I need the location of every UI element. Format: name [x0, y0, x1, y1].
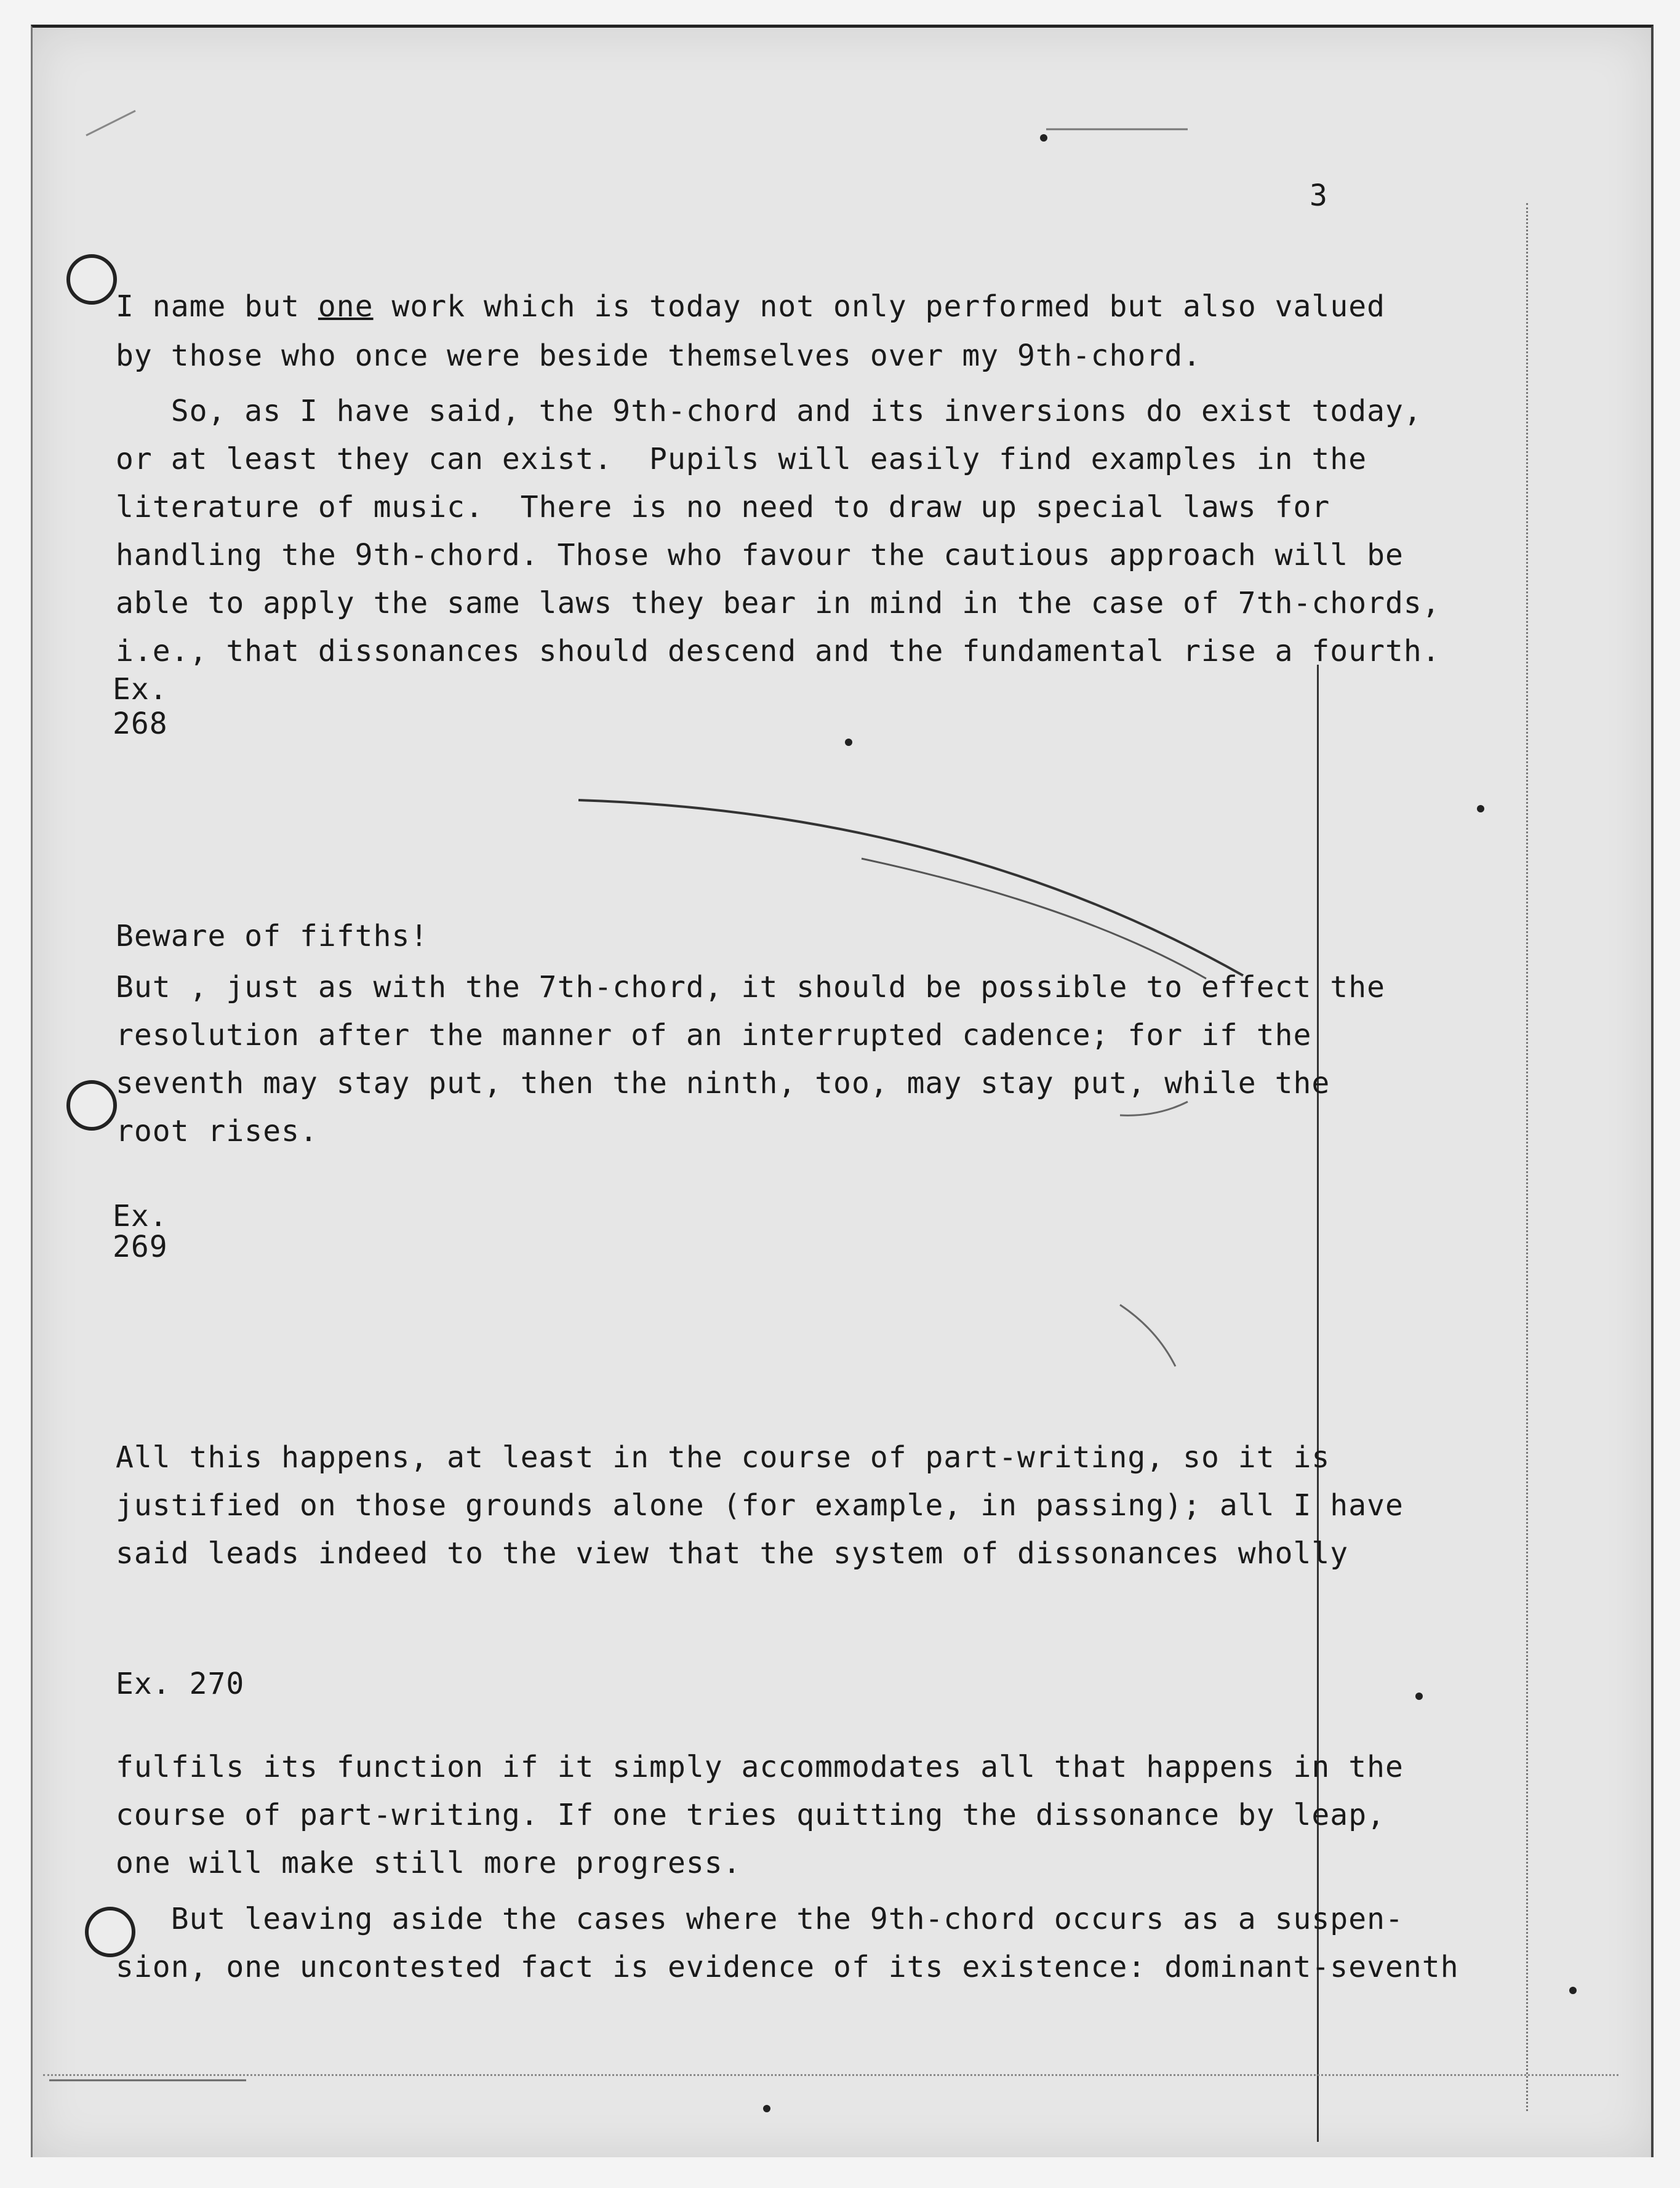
paragraph-2-line: i.e., that dissonances should descend and the fundamental rise a fourth. — [116, 634, 1441, 668]
page-number: 3 — [1310, 178, 1328, 213]
text-run: work which is today not only performed but also valued — [373, 289, 1386, 324]
example-270-label: Ex. 270 — [116, 1667, 245, 1701]
paragraph-3-line: seventh may stay put, then the ninth, too, may stay put, while the — [116, 1066, 1330, 1100]
paragraph-3-line: root rises. — [116, 1114, 318, 1148]
paragraph-4-line: justified on those grounds alone (for example, in passing); all I have — [116, 1488, 1404, 1523]
example-number: 268 — [113, 707, 168, 741]
paragraph-4-line: All this happens, at least in the course of part-writing, so it is — [116, 1440, 1330, 1475]
scan-speck — [1477, 805, 1484, 812]
paragraph-2-line: handling the 9th-chord. Those who favour the cautious approach will be — [116, 538, 1404, 572]
paragraph-1-line-2: by those who once were beside themselves over my 9th-chord. — [116, 339, 1202, 373]
paragraph-5-line: But leaving aside the cases where the 9th-chord occurs as a suspen- — [116, 1902, 1404, 1936]
paragraph-3-line: resolution after the manner of an interrupted cadence; for if the — [116, 1018, 1312, 1052]
paragraph-2-line: So, as I have said, the 9th-chord and its inversions do exist today, — [116, 394, 1422, 428]
scan-speck — [763, 2105, 770, 2112]
example-label: Ex. — [113, 1199, 168, 1233]
scan-speck — [845, 739, 852, 746]
example-number: 269 — [113, 1230, 168, 1264]
text-run: I name but — [116, 289, 318, 324]
scan-speck — [1415, 1693, 1423, 1700]
paragraph-2-line: or at least they can exist. Pupils will easily find examples in the — [116, 442, 1367, 476]
example-label: Ex. — [113, 672, 168, 707]
paragraph-5-line: sion, one uncontested fact is evidence of its existence: dominant-seventh — [116, 1950, 1459, 1984]
paragraph-1-line-1 — [116, 289, 1385, 324]
paragraph-2-line: literature of music. There is no need to draw up special laws for — [116, 490, 1330, 524]
paragraph-2-line: able to apply the same laws they bear in mind in the case of 7th-chords, — [116, 586, 1441, 620]
paragraph-5-line: one will make still more progress. — [116, 1846, 742, 1880]
underlined-word: one — [318, 289, 374, 324]
paragraph-4-line: said leads indeed to the view that the system of dissonances wholly — [116, 1536, 1349, 1571]
scan-speck — [1040, 134, 1047, 142]
paragraph-3-line: Beware of fifths! — [116, 919, 429, 953]
scan-speck — [1569, 1987, 1577, 1994]
paragraph-5-line: fulfils its function if it simply accommodates all that happens in the — [116, 1750, 1404, 1784]
paragraph-3-line: But , just as with the 7th-chord, it should be possible to effect the — [116, 970, 1385, 1004]
paragraph-5-line: course of part-writing. If one tries quitting the dissonance by leap, — [116, 1798, 1385, 1832]
